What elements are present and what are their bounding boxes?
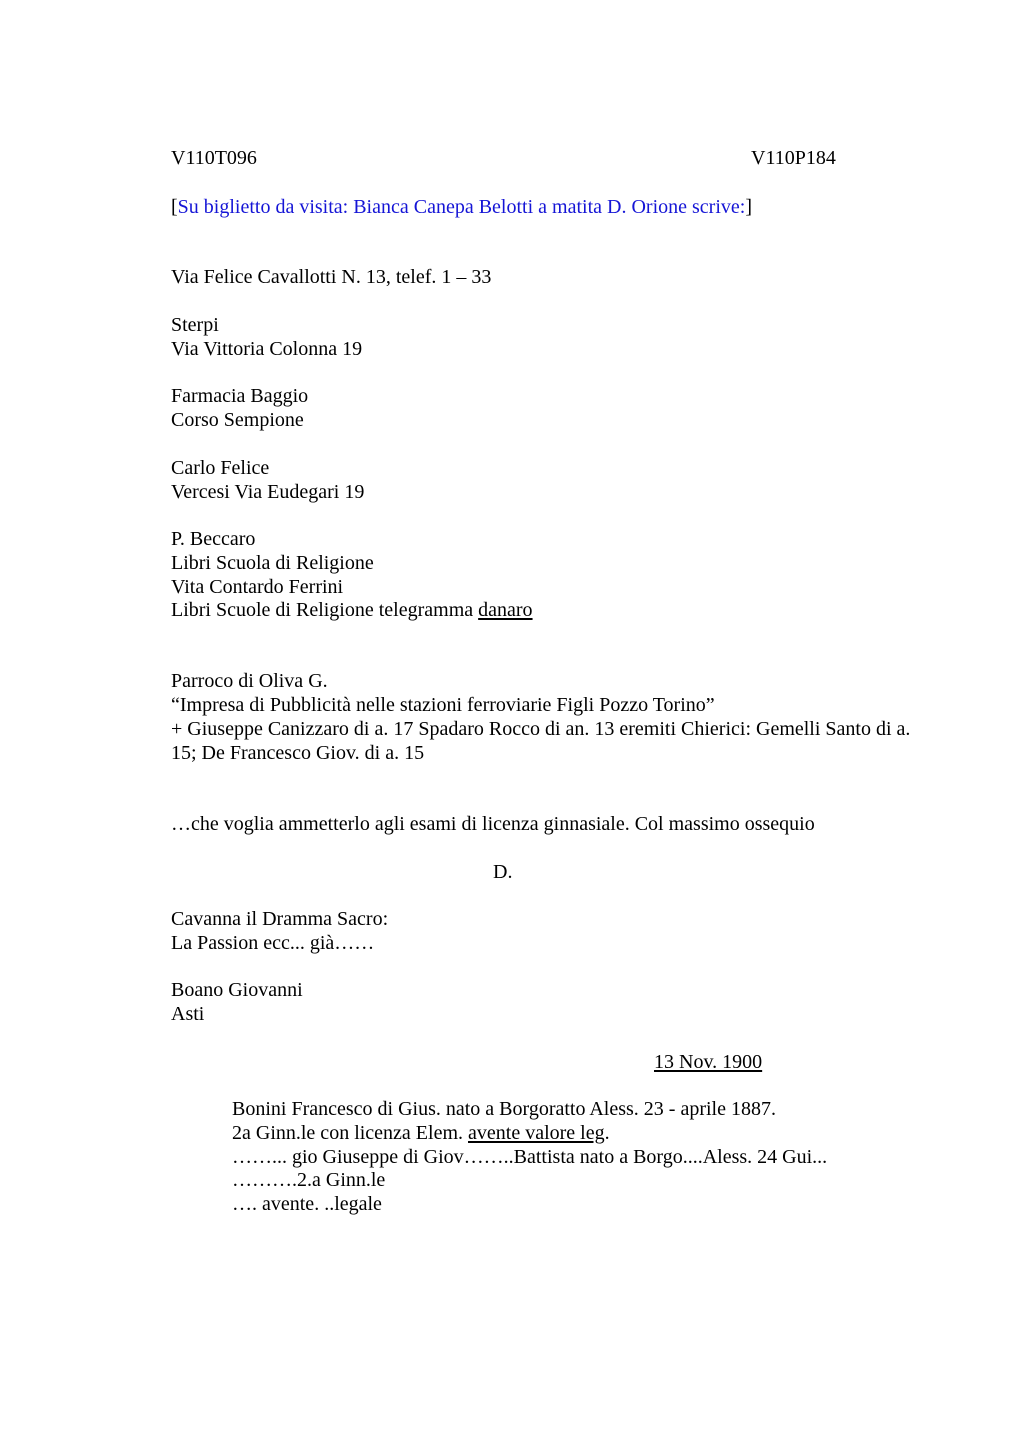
note-text: Su biglietto da visita: Bianca Canepa Belotti a matita D. Orione scrive: — [177, 196, 746, 218]
bonini-line-1: Bonini Francesco di Gius. nato a Borgoratto Aless. 23 - aprile 1887. — [232, 1098, 776, 1120]
bonini-line-5: …. avente. ..legale — [232, 1193, 382, 1215]
date: 13 Nov. 1900 — [654, 1051, 763, 1073]
document-code-right: V110P184 — [751, 147, 836, 169]
sterpi-address: Via Vittoria Colonna 19 — [171, 338, 363, 360]
note-open-bracket: [ — [171, 196, 178, 218]
cavanna-line: Cavanna il Dramma Sacro: — [171, 908, 389, 930]
editorial-note — [171, 195, 752, 219]
note-close-bracket: ] — [745, 196, 752, 218]
farmacia-address: Corso Sempione — [171, 409, 304, 431]
beccaro-line-4-text: Libri Scuole di Religione telegramma — [171, 599, 479, 621]
impresa-quote: “Impresa di Pubblicità nelle stazioni ferroviarie Figli Pozzo Torino” — [171, 694, 715, 716]
bonini-line-3: ……... gio Giuseppe di Giov……..Battista nato a Borgo....Aless. 24 Gui... — [232, 1146, 828, 1168]
boano-city: Asti — [171, 1003, 205, 1025]
bonini-line-2-text: 2a Ginn.le con licenza Elem. — [232, 1122, 469, 1144]
address-line: Via Felice Cavallotti N. 13, telef. 1 – 33 — [171, 266, 492, 288]
boano-name: Boano Giovanni — [171, 979, 303, 1001]
document-code-left: V110T096 — [171, 147, 257, 169]
bonini-line-2-period: . — [604, 1122, 610, 1144]
beccaro-line-4 — [171, 598, 533, 622]
underlined-word-danaro: danaro — [478, 599, 533, 621]
carlo-name: Carlo Felice — [171, 457, 270, 479]
farmacia-name: Farmacia Baggio — [171, 385, 309, 407]
beccaro-line-2: Libri Scuola di Religione — [171, 552, 374, 574]
underlined-avente-valore: avente valore leg — [468, 1122, 605, 1144]
bonini-line-2 — [232, 1121, 610, 1145]
sterpi-name: Sterpi — [171, 314, 219, 336]
carlo-address: Vercesi Via Eudegari 19 — [171, 481, 365, 503]
passion-line: La Passion ecc... già…… — [171, 932, 375, 954]
beccaro-line-3: Vita Contardo Ferrini — [171, 576, 344, 598]
beccaro-name: P. Beccaro — [171, 528, 256, 550]
chierici-list: + Giuseppe Canizzaro di a. 17 Spadaro Rocco di an. 13 eremiti Chierici: Gemelli Santo di a. 15; De Francesco Giov. di a. 15 — [171, 718, 911, 764]
closing-line: …che voglia ammetterlo agli esami di licenza ginnasiale. Col massimo ossequio — [171, 813, 815, 835]
signature: D. — [493, 861, 513, 883]
bonini-line-4: ……….2.a Ginn.le — [232, 1169, 386, 1191]
parroco-line: Parroco di Oliva G. — [171, 670, 328, 692]
